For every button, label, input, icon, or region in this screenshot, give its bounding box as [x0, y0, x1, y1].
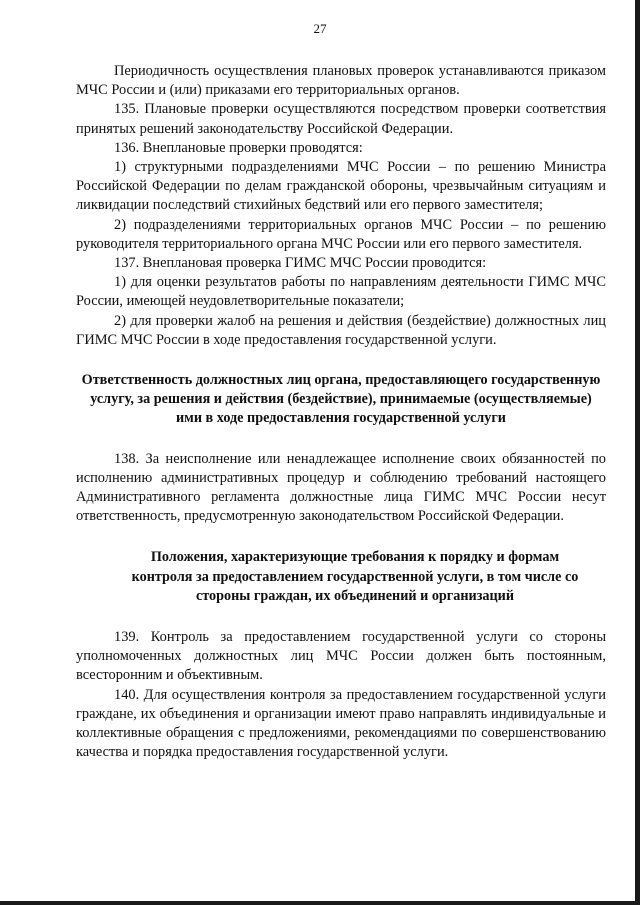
paragraph-138: 138. За неисполнение или ненадлежащее исполнение своих обязанностей по исполнению административных процедур и соблюдению требований настоящего Административного регламента должностные лица ГИМС МЧС России несут ответственность, предусмотренную законодательством Российской Федерации.	[76, 450, 606, 525]
scan-edge-bottom	[0, 901, 640, 905]
document-body	[76, 62, 606, 763]
paragraph-136-item-2: 2) подразделениями территориальных органов МЧС России – по решению руководителя территориального органа МЧС России или его первого заместителя.	[76, 216, 606, 252]
section-heading-responsibility: Ответственность должностных лиц органа, предоставляющего государственную услугу, за решения и действия (бездействие), принимаемые (осуществляемые) ими в ходе предоставления государственной услуги	[81, 372, 601, 427]
scan-edge-right	[635, 0, 640, 905]
paragraph-135: 135. Плановые проверки осуществляются посредством проверки соответствия принятых решений законодательству Российской Федерации.	[76, 101, 606, 137]
paragraph-139: 139. Контроль за предоставлением государственной услуги со стороны уполномоченных должностных лиц МЧС России должен быть постоянным, всесторонним и объективным.	[76, 629, 606, 684]
page-number: 27	[313, 21, 327, 36]
section-heading-control: Положения, характеризующие требования к порядку и формам контроля за предоставлением государственной услуги, в том числе со стороны граждан, их объединений и организаций	[131, 549, 579, 604]
paragraph-137-item-1: 1) для оценки результатов работы по направлениям деятельности ГИМС МЧС России, имеющей неудовлетворительные показатели;	[76, 274, 606, 310]
paragraph-140: 140. Для осуществления контроля за предоставлением государственной услуги граждане, их объединения и организации имеют право направлять индивидуальные и коллективные обращения с предложениями, рекомендациями по совершенствованию качества и порядка предоставления государственной услуги.	[76, 686, 606, 761]
paragraph-136-item-1: 1) структурными подразделениями МЧС России – по решению Министра Российской Федерации по делам гражданской обороны, чрезвычайным ситуациям и ликвидации последствий стихийных бедствий или его первого заместителя;	[76, 159, 606, 214]
paragraph-137-item-2: 2) для проверки жалоб на решения и действия (бездействие) должностных лиц ГИМС МЧС России в ходе предоставления государственной услуги.	[76, 312, 606, 348]
paragraph-inspection-periodicity: Периодичность осуществления плановых проверок устанавливаются приказом МЧС России и (или) приказами его территориальных органов.	[76, 63, 606, 99]
paragraph-137: 137. Внеплановая проверка ГИМС МЧС России проводится:	[114, 255, 487, 272]
paragraph-136: 136. Внеплановые проверки проводятся:	[114, 139, 363, 156]
